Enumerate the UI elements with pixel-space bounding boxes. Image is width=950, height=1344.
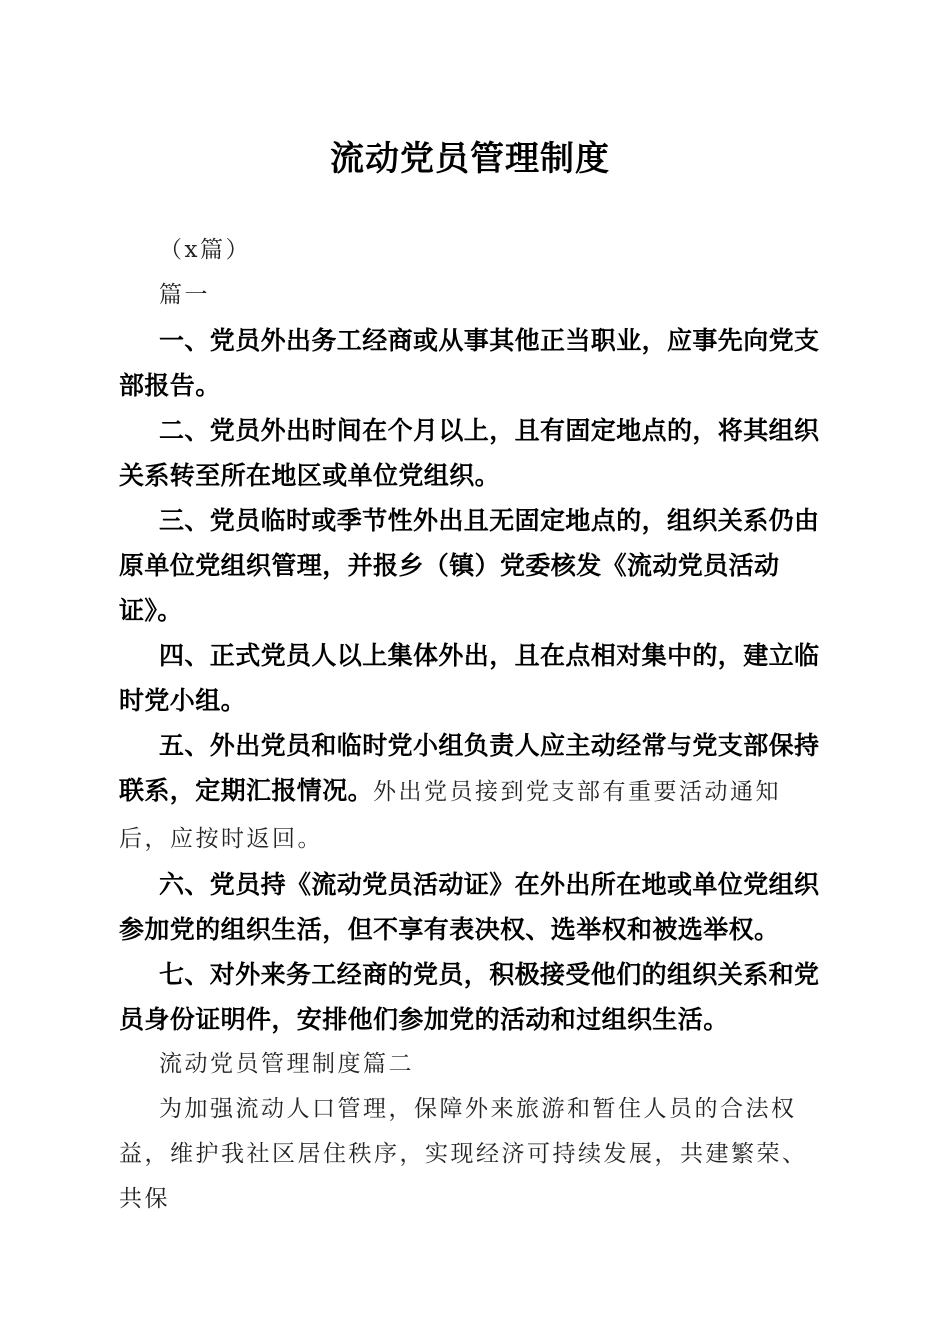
document-body	[119, 228, 829, 1222]
paragraph-rule-5-bold: 五、外出党员和临时党小组负责人应主动经常与党支部保持联系，定期汇报情况。	[119, 731, 820, 805]
paragraph-rule-6: 六、党员持《流动党员活动证》在外出所在地或单位党组织参加党的组织生活，但不享有表决权、选举权和被选举权。	[119, 870, 820, 944]
paragraph-section-heading-2: 流动党员管理制度篇二	[159, 1051, 414, 1077]
paragraph-rule-2: 二、党员外出时间在个月以上，且有固定地点的，将其组织关系转至所在地区或单位党组织。	[119, 416, 820, 490]
paragraph-rule-4: 四、正式党员人以上集体外出，且在点相对集中的，建立临时党小组。	[119, 641, 820, 715]
paragraph-rule-5-light: 外出党员接到党支部有重要活动通知后，应按时返回。	[119, 779, 782, 852]
paragraph-rule-7: 七、对外来务工经商的党员，积极接受他们的组织关系和党员身份证明件，安排他们参加党的活动和过组织生活。	[119, 960, 820, 1034]
paragraph-rule-3: 三、党员临时或季节性外出且无固定地点的，组织关系仍由原单位党组织管理，并报乡（镇）党委核发《流动党员活动证》。	[119, 506, 820, 625]
paragraph-intro-2: 为加强流动人口管理，保障外来旅游和暂住人员的合法权益，维护我社区居住秩序，实现经济可持续发展，共建繁荣、共保	[119, 1096, 808, 1212]
paragraph-count-note: （x篇）	[159, 237, 251, 263]
paragraph-section-heading-1: 篇一	[159, 282, 210, 308]
document-title: 流动党员管理制度	[330, 139, 610, 179]
paragraph-rule-5	[119, 723, 829, 862]
paragraph-rule-1: 一、党员外出务工经商或从事其他正当职业，应事先向党支部报告。	[119, 326, 820, 400]
